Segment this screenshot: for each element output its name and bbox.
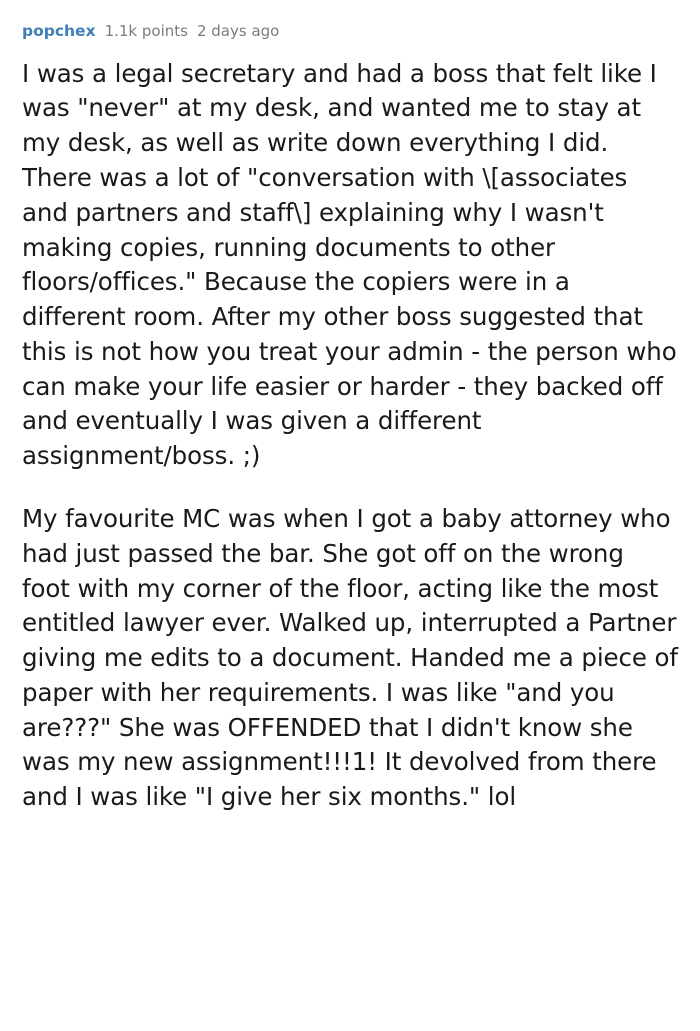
comment-header [22, 22, 678, 41]
comment-paragraph-2: My favourite MC was when I got a baby attorney who had just passed the bar. She got off on the wrong foot with my corner of the floor, acting like the most entitled lawyer ever. Walked up, interrupted a Partner giving me edits to a document. Handed me a piece of paper with her requirements. I was like "and you are???" She was OFFENDED that I didn't know she was my new assignment!!!1! It devolved from there and I was like "I give her six months." lol [22, 503, 678, 812]
comment-author-link[interactable]: popchex [22, 22, 96, 40]
comment-timestamp: 2 days ago [196, 22, 280, 40]
comment-paragraph-1: I was a legal secretary and had a boss that felt like I was "never" at my desk, and wanted me to stay at my desk, as well as write down everything I did. There was a lot of "conversation with \[associates and partners and staff\] explaining why I wasn't making copies, running documents to other floors/offices." Because the copiers were in a different room. After my other boss suggested that this is not how you treat your admin - the person who can make your life easier or harder - they backed off and eventually I was given a different assignment/boss. ;) [22, 58, 677, 471]
comment-body [22, 57, 678, 815]
comment-points: 1.1k points [104, 22, 188, 40]
